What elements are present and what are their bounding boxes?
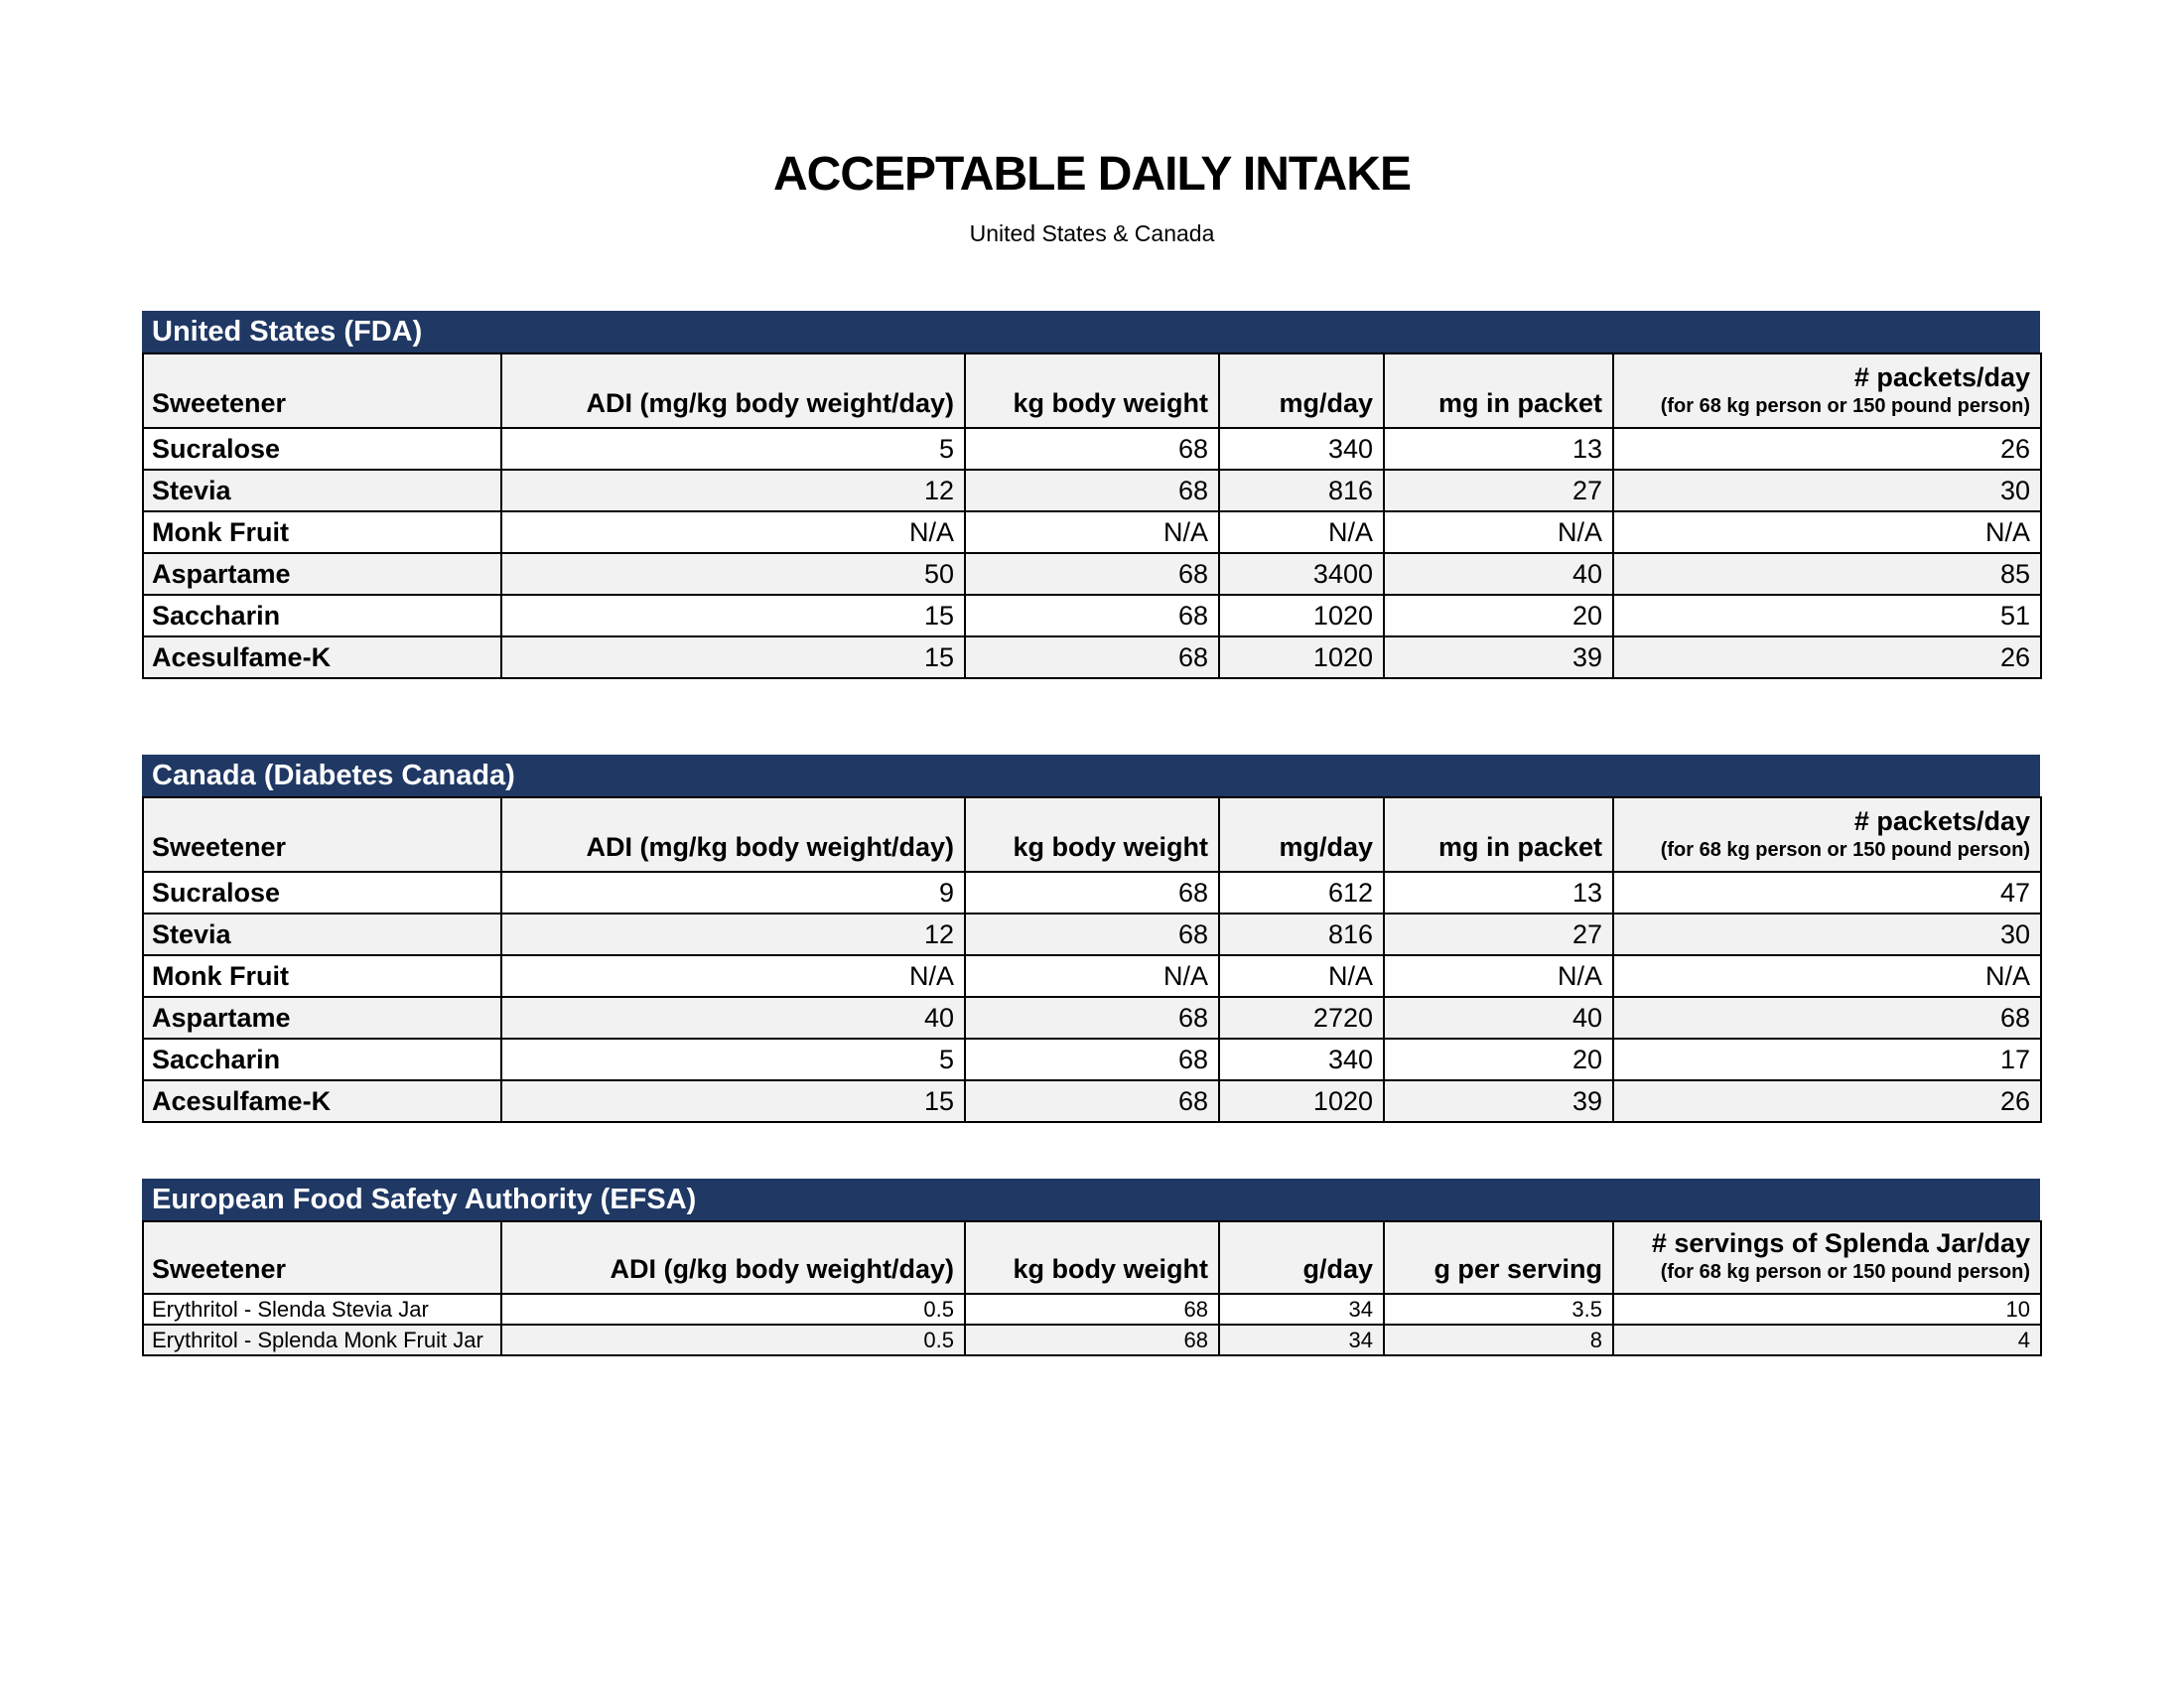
- column-header-label: ADI (g/kg body weight/day): [610, 1254, 954, 1284]
- sweetener-cell: Aspartame: [143, 997, 501, 1039]
- value-cell: 68: [965, 553, 1219, 595]
- value-cell: 12: [501, 470, 965, 511]
- value-cell: 40: [1384, 997, 1613, 1039]
- sweetener-cell: Saccharin: [143, 595, 501, 636]
- column-header: [1219, 797, 1384, 872]
- value-cell: 2720: [1219, 997, 1384, 1039]
- table-section-canada: [142, 755, 2040, 1123]
- column-header: [501, 1221, 965, 1294]
- adi-table-canada: [142, 796, 2042, 1123]
- value-cell: 340: [1219, 428, 1384, 470]
- column-header: [1219, 353, 1384, 428]
- column-header: [1384, 353, 1613, 428]
- sweetener-cell: Aspartame: [143, 553, 501, 595]
- value-cell: 39: [1384, 1080, 1613, 1122]
- value-cell: 68: [965, 1039, 1219, 1080]
- value-cell: 30: [1613, 914, 2041, 955]
- sweetener-cell: Erythritol - Slenda Stevia Jar: [143, 1294, 501, 1325]
- table-row: [143, 595, 2041, 636]
- sweetener-cell: Sucralose: [143, 428, 501, 470]
- sweetener-cell: Erythritol - Splenda Monk Fruit Jar: [143, 1325, 501, 1355]
- table-row: [143, 428, 2041, 470]
- column-header: [1613, 797, 2041, 872]
- table-row: [143, 511, 2041, 553]
- section-header: European Food Safety Authority (EFSA): [142, 1179, 2040, 1220]
- column-header: [965, 353, 1219, 428]
- column-header: [501, 353, 965, 428]
- column-header: [143, 797, 501, 872]
- value-cell: 68: [965, 1080, 1219, 1122]
- value-cell: 816: [1219, 914, 1384, 955]
- sweetener-cell: Acesulfame-K: [143, 636, 501, 678]
- value-cell: 68: [965, 636, 1219, 678]
- column-header-label: g/day: [1302, 1254, 1373, 1284]
- column-header: [1384, 797, 1613, 872]
- column-header-label: Sweetener: [152, 387, 287, 418]
- column-header-label: ADI (mg/kg body weight/day): [586, 831, 954, 862]
- column-header: [965, 797, 1219, 872]
- value-cell: 26: [1613, 1080, 2041, 1122]
- value-cell: 0.5: [501, 1325, 965, 1355]
- value-cell: 15: [501, 595, 965, 636]
- table-section-us-fda: [142, 311, 2040, 679]
- column-header-label: kg body weight: [1013, 831, 1208, 862]
- column-header-note: (for 68 kg person or 150 pound person): [1660, 1261, 2030, 1284]
- column-header-label: mg in packet: [1437, 387, 1602, 418]
- table-section-efsa: [142, 1179, 2040, 1356]
- value-cell: 39: [1384, 636, 1613, 678]
- value-cell: 47: [1613, 872, 2041, 914]
- column-header: [1613, 1221, 2041, 1294]
- column-header-label: Sweetener: [152, 1254, 287, 1284]
- value-cell: 20: [1384, 1039, 1613, 1080]
- table-row: [143, 955, 2041, 997]
- sweetener-cell: Acesulfame-K: [143, 1080, 501, 1122]
- column-header: [143, 1221, 501, 1294]
- value-cell: 4: [1613, 1325, 2041, 1355]
- column-header-label: mg in packet: [1437, 831, 1602, 862]
- value-cell: 27: [1384, 914, 1613, 955]
- value-cell: N/A: [1384, 511, 1613, 553]
- value-cell: N/A: [965, 955, 1219, 997]
- column-header-label: Sweetener: [152, 831, 287, 862]
- table-row: [143, 1039, 2041, 1080]
- column-header: [1219, 1221, 1384, 1294]
- sweetener-cell: Saccharin: [143, 1039, 501, 1080]
- value-cell: 68: [965, 1325, 1219, 1355]
- value-cell: 3.5: [1384, 1294, 1613, 1325]
- table-row: [143, 1080, 2041, 1122]
- value-cell: 68: [965, 872, 1219, 914]
- value-cell: N/A: [965, 511, 1219, 553]
- value-cell: 85: [1613, 553, 2041, 595]
- value-cell: 12: [501, 914, 965, 955]
- column-header-label: kg body weight: [1013, 387, 1208, 418]
- table-row: [143, 1294, 2041, 1325]
- column-header: [143, 353, 501, 428]
- value-cell: 50: [501, 553, 965, 595]
- column-header-label: mg/day: [1279, 831, 1373, 862]
- sweetener-cell: Stevia: [143, 914, 501, 955]
- value-cell: 26: [1613, 428, 2041, 470]
- column-header-label: mg/day: [1279, 387, 1373, 418]
- value-cell: 816: [1219, 470, 1384, 511]
- column-header: [501, 797, 965, 872]
- column-header-label: kg body weight: [1013, 1254, 1208, 1284]
- table-row: [143, 553, 2041, 595]
- value-cell: 15: [501, 636, 965, 678]
- sweetener-cell: Monk Fruit: [143, 511, 501, 553]
- column-header-label: # packets/day: [1853, 805, 2030, 836]
- value-cell: 0.5: [501, 1294, 965, 1325]
- value-cell: N/A: [1219, 511, 1384, 553]
- value-cell: 68: [965, 914, 1219, 955]
- value-cell: 3400: [1219, 553, 1384, 595]
- value-cell: 340: [1219, 1039, 1384, 1080]
- column-header: [1613, 353, 2041, 428]
- value-cell: 13: [1384, 428, 1613, 470]
- value-cell: 51: [1613, 595, 2041, 636]
- header-row: [143, 797, 2041, 872]
- column-header-note: (for 68 kg person or 150 pound person): [1660, 839, 2030, 861]
- value-cell: 5: [501, 428, 965, 470]
- adi-table-efsa: [142, 1220, 2042, 1356]
- value-cell: 34: [1219, 1325, 1384, 1355]
- value-cell: 27: [1384, 470, 1613, 511]
- value-cell: 10: [1613, 1294, 2041, 1325]
- value-cell: N/A: [1219, 955, 1384, 997]
- value-cell: 15: [501, 1080, 965, 1122]
- column-header-label: g per serving: [1433, 1254, 1602, 1284]
- value-cell: 68: [1613, 997, 2041, 1039]
- column-header-label: ADI (mg/kg body weight/day): [586, 387, 954, 418]
- value-cell: 8: [1384, 1325, 1613, 1355]
- column-header-note: (for 68 kg person or 150 pound person): [1660, 395, 2030, 417]
- page-subtitle: United States & Canada: [969, 220, 1215, 246]
- value-cell: 20: [1384, 595, 1613, 636]
- value-cell: N/A: [1613, 511, 2041, 553]
- value-cell: 1020: [1219, 636, 1384, 678]
- value-cell: 34: [1219, 1294, 1384, 1325]
- header-row: [143, 1221, 2041, 1294]
- column-header: [1384, 1221, 1613, 1294]
- value-cell: N/A: [501, 511, 965, 553]
- table-row: [143, 872, 2041, 914]
- table-row: [143, 1325, 2041, 1355]
- value-cell: N/A: [1384, 955, 1613, 997]
- value-cell: 68: [965, 1294, 1219, 1325]
- value-cell: 26: [1613, 636, 2041, 678]
- section-header: Canada (Diabetes Canada): [142, 755, 2040, 796]
- column-header-label: # packets/day: [1853, 361, 2030, 392]
- value-cell: 612: [1219, 872, 1384, 914]
- value-cell: 13: [1384, 872, 1613, 914]
- value-cell: N/A: [501, 955, 965, 997]
- sweetener-cell: Sucralose: [143, 872, 501, 914]
- value-cell: 9: [501, 872, 965, 914]
- value-cell: 5: [501, 1039, 965, 1080]
- section-header: United States (FDA): [142, 311, 2040, 352]
- value-cell: N/A: [1613, 955, 2041, 997]
- value-cell: 40: [1384, 553, 1613, 595]
- table-row: [143, 997, 2041, 1039]
- value-cell: 68: [965, 428, 1219, 470]
- page-title: ACCEPTABLE DAILY INTAKE: [773, 148, 1411, 201]
- header-row: [143, 353, 2041, 428]
- value-cell: 1020: [1219, 1080, 1384, 1122]
- sweetener-cell: Monk Fruit: [143, 955, 501, 997]
- value-cell: 17: [1613, 1039, 2041, 1080]
- column-header: [965, 1221, 1219, 1294]
- value-cell: 68: [965, 595, 1219, 636]
- adi-table-us-fda: [142, 352, 2042, 679]
- value-cell: 30: [1613, 470, 2041, 511]
- table-row: [143, 470, 2041, 511]
- table-row: [143, 914, 2041, 955]
- value-cell: 1020: [1219, 595, 1384, 636]
- sweetener-cell: Stevia: [143, 470, 501, 511]
- value-cell: 68: [965, 997, 1219, 1039]
- table-row: [143, 636, 2041, 678]
- value-cell: 40: [501, 997, 965, 1039]
- value-cell: 68: [965, 470, 1219, 511]
- column-header-label: # servings of Splenda Jar/day: [1651, 1228, 2030, 1258]
